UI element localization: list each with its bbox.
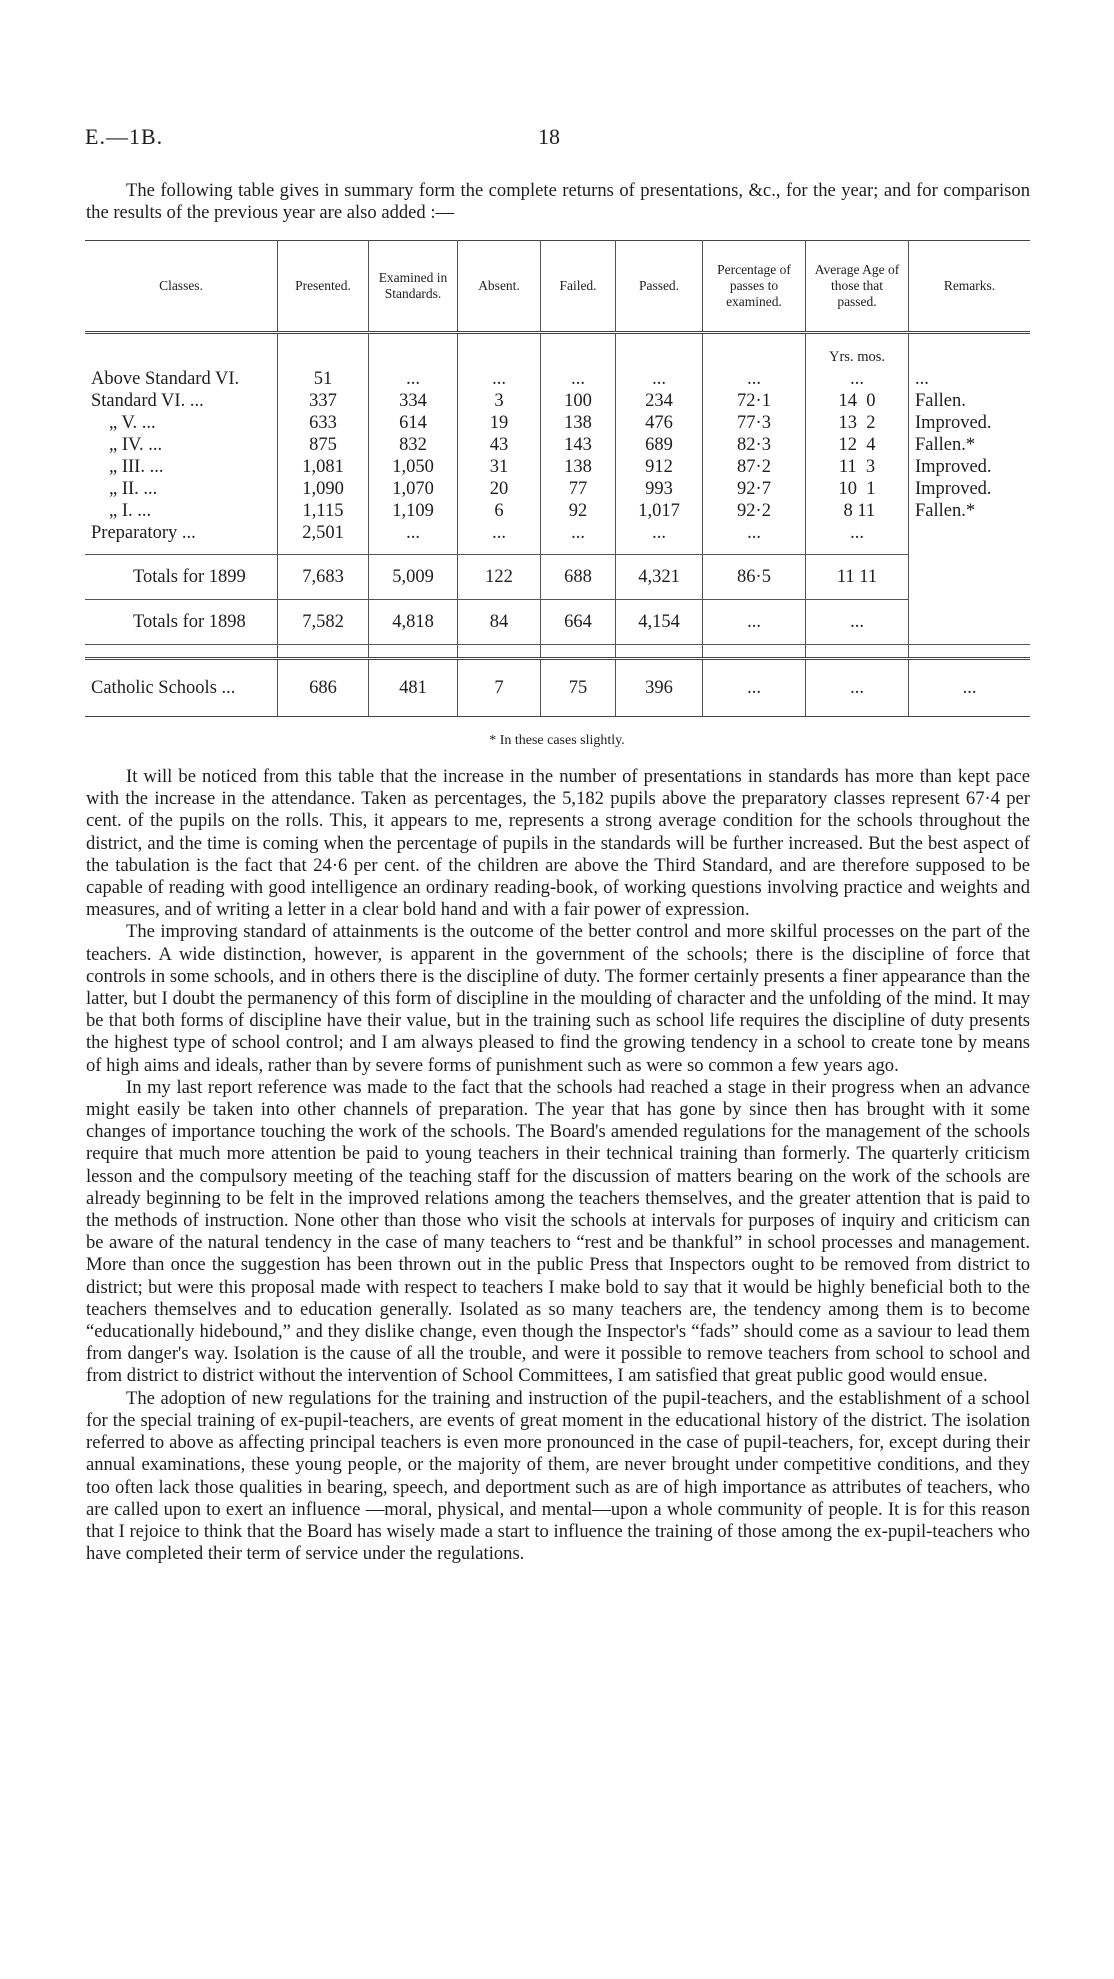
failed-value: 77 [541, 478, 616, 500]
passed-value: ... [616, 522, 703, 544]
totals-row-1899 [85, 555, 1030, 600]
table-row [85, 522, 1030, 544]
passed-value: 234 [616, 390, 703, 412]
presented-value: 1,090 [278, 478, 369, 500]
class-name: Standard VI. ... [85, 390, 278, 412]
units-row [85, 333, 1030, 369]
passed-value: 4,321 [616, 555, 703, 600]
totals-row-1898 [85, 600, 1030, 645]
examined-value: 1,109 [369, 500, 458, 522]
percentage-value: ... [703, 600, 806, 645]
paragraph: The adoption of new regulations for the training and instruction of the pupil-teachers, and the establishment of a school for the special training of ex-pupil-teachers, are events of great moment in the educational history of the district. The isolation referred to above as affecting principal teachers is even more pronounced in the case of pupil-teachers, for, except during their annual examinations, these young people, or the majority of them, are never brought under competitive conditions, and they too often lack those qualities in bearing, speech, and deportment such as are of high importance as attributes of teachers, who are called upon to exert an influence —moral, physical, and mental—upon a whole community of people. It is for this reason that I rejoice to think that the Board has wisely made a start to influence the training of those among the ex-pupil-teachers who have completed their term of service under the regulations. [86, 1387, 1030, 1565]
table-row [85, 500, 1030, 522]
examined-value: 334 [369, 390, 458, 412]
presented-value: 337 [278, 390, 369, 412]
header-presented: Presented. [278, 241, 369, 333]
examined-value: 481 [369, 659, 458, 717]
class-name: „ III. ... [85, 456, 278, 478]
absent-value: 43 [458, 434, 541, 456]
absent-value: 6 [458, 500, 541, 522]
header-remarks: Remarks. [909, 241, 1031, 333]
age-units: Yrs. mos. [806, 333, 909, 369]
failed-value: 92 [541, 500, 616, 522]
age-value: ... [806, 659, 909, 717]
examined-value: 614 [369, 412, 458, 434]
presented-value: 1,115 [278, 500, 369, 522]
header-classes: Classes. [85, 241, 278, 333]
presented-value: 7,582 [278, 600, 369, 645]
age-value: ... [806, 522, 909, 544]
class-name: Above Standard VI. [85, 368, 278, 390]
absent-value: 20 [458, 478, 541, 500]
absent-value: 31 [458, 456, 541, 478]
table-header-row [85, 241, 1030, 333]
paragraph: The improving standard of attainments is the outcome of the better control and more skilful processes on the part of the teachers. A wide distinction, however, is apparent in the government of the schools; there is the discipline of force that controls in some schools, and in others there is the discipline of duty. The former certainly presents a finer appearance than the latter, but I doubt the permanency of this form of discipline in the moulding of character and the unfolding of the mind. It may be that both forms of discipline have their value, but in the training such as school life requires the discipline of duty presents the highest type of school control; and I am always pleased to find the growing tendency in a school to create tone by means of high aims and ideals, rather than by severe forms of punishment such as were so common a few years ago. [86, 921, 1030, 1076]
document-reference: E.—1B. [85, 124, 164, 149]
table-row [85, 434, 1030, 456]
passed-value: 993 [616, 478, 703, 500]
absent-value: ... [458, 522, 541, 544]
table-intro: The following table gives in summary form the complete returns of presentations, &c., for the year; and for comparison the results of the previous year are also added :— [86, 180, 1030, 223]
paragraph: In my last report reference was made to the fact that the schools had reached a stage in their progress when an advance might easily be taken into other channels of preparation. The year that has gone by since then has brought with it some changes of importance touching the work of the schools. The Board's amended regulations for the management of the schools require that much more attention be paid to young teachers in their technical training than formerly. The quarterly criticism lesson and the compulsory meeting of the teaching staff for the discussion of matters bearing on the work of the schools are already beginning to be felt in the improved relations among the teachers themselves, and the greater attention that is paid to the methods of instruction. None other than those who visit the schools at intervals for purposes of inquiry and criticism can be aware of the natural tendency in the case of many teachers to “rest and be thankful” in school processes and management. More than once the suggestion has been thrown out in the public Press that Inspectors ought to be removed from district to district; but were this proposal made with respect to teachers I make bold to say that it would be highly beneficial both to the teachers themselves and to education generally. Isolated as so many teachers are, the tendency among them is to become “educationally hidebound,” and they dislike change, even though the Inspector's “fads” should come as a saviour to lead them from danger's way. Isolation is the cause of all the trouble, and were it possible to remove teachers from school to school and from district to district without the intervention of School Committees, I am satisfied that great public good would ensue. [86, 1076, 1030, 1387]
table-row [85, 412, 1030, 434]
percentage-value: 72·1 [703, 390, 806, 412]
table-row [85, 390, 1030, 412]
header-percentage: Percentage of passes to examined. [703, 241, 806, 333]
percentage-value: ... [703, 659, 806, 717]
age-value: 11 11 [806, 555, 909, 600]
table-row [85, 368, 1030, 390]
table-row [85, 456, 1030, 478]
percentage-value: ... [703, 522, 806, 544]
percentage-value: ... [703, 368, 806, 390]
totals-label: Totals for 1898 [85, 600, 278, 645]
age-value: 13 2 [806, 412, 909, 434]
table-footnote: * In these cases slightly. [489, 733, 625, 748]
failed-value: ... [541, 368, 616, 390]
examined-value: 1,050 [369, 456, 458, 478]
class-name: „ II. ... [85, 478, 278, 500]
returns-table [85, 240, 1030, 717]
age-value: 11 3 [806, 456, 909, 478]
passed-value: 476 [616, 412, 703, 434]
class-name: „ IV. ... [85, 434, 278, 456]
presented-value: 686 [278, 659, 369, 717]
absent-value: 19 [458, 412, 541, 434]
failed-value: 143 [541, 434, 616, 456]
class-name: Preparatory ... [85, 522, 278, 544]
class-name: „ V. ... [85, 412, 278, 434]
table-row [85, 478, 1030, 500]
class-name: Catholic Schools ... [85, 659, 278, 717]
report-body [86, 766, 1030, 1565]
percentage-value: 86·5 [703, 555, 806, 600]
examined-value: 1,070 [369, 478, 458, 500]
percentage-value: 92·2 [703, 500, 806, 522]
passed-value: 396 [616, 659, 703, 717]
failed-value: ... [541, 522, 616, 544]
age-value: 12 4 [806, 434, 909, 456]
absent-value: 3 [458, 390, 541, 412]
remarks-value: Improved. [915, 457, 992, 477]
age-value: 14 0 [806, 390, 909, 412]
examined-value: 832 [369, 434, 458, 456]
failed-value: 100 [541, 390, 616, 412]
remarks-value: Fallen.* [915, 435, 976, 455]
percentage-value: 92·7 [703, 478, 806, 500]
examined-value: ... [369, 522, 458, 544]
age-value: ... [806, 600, 909, 645]
remarks-value: Fallen.* [915, 501, 976, 521]
age-value: 10 1 [806, 478, 909, 500]
percentage-value: 87·2 [703, 456, 806, 478]
absent-value: ... [458, 368, 541, 390]
percentage-value: 77·3 [703, 412, 806, 434]
remarks-value [909, 522, 1031, 544]
failed-value: 75 [541, 659, 616, 717]
header-failed: Failed. [541, 241, 616, 333]
passed-value: ... [616, 368, 703, 390]
passed-value: 689 [616, 434, 703, 456]
remarks-value: ... [915, 369, 929, 389]
header-examined: Examined in Standards. [369, 241, 458, 333]
header-passed: Passed. [616, 241, 703, 333]
age-value: 8 11 [806, 500, 909, 522]
age-value: ... [806, 368, 909, 390]
absent-value: 7 [458, 659, 541, 717]
header-absent: Absent. [458, 241, 541, 333]
presented-value: 2,501 [278, 522, 369, 544]
passed-value: 912 [616, 456, 703, 478]
percentage-value: 82·3 [703, 434, 806, 456]
examined-value: 5,009 [369, 555, 458, 600]
catholic-schools-row [85, 659, 1030, 717]
totals-label: Totals for 1899 [85, 555, 278, 600]
remarks-value: Improved. [915, 413, 992, 433]
passed-value: 4,154 [616, 600, 703, 645]
absent-value: 84 [458, 600, 541, 645]
failed-value: 664 [541, 600, 616, 645]
presented-value: 875 [278, 434, 369, 456]
header-average-age: Average Age of those that passed. [806, 241, 909, 333]
presented-value: 633 [278, 412, 369, 434]
page-number: 18 [538, 124, 560, 149]
failed-value: 138 [541, 456, 616, 478]
failed-value: 138 [541, 412, 616, 434]
failed-value: 688 [541, 555, 616, 600]
presented-value: 1,081 [278, 456, 369, 478]
presented-value: 7,683 [278, 555, 369, 600]
examined-value: ... [369, 368, 458, 390]
absent-value: 122 [458, 555, 541, 600]
examined-value: 4,818 [369, 600, 458, 645]
paragraph: It will be noticed from this table that the increase in the number of presentations in standards has more than kept pace with the increase in the attendance. Taken as percentages, the 5,182 pupils above the preparatory classes represent 67·4 per cent. of the pupils on the rolls. This, it appears to me, represents a strong average condition for the schools throughout the district, and the time is coming when the percentage of pupils in the standards will be further increased. But the best aspect of the tabulation is the fact that 24·6 per cent. of the children are above the Third Standard, and are therefore supposed to be capable of reading with good intelligence an ordinary reading-book, of working questions involving practice and weights and measures, and of writing a letter in a clear bold hand and with a fair power of expression. [86, 766, 1030, 921]
class-name: „ I. ... [85, 500, 278, 522]
remarks-value: ... [909, 659, 1031, 717]
remarks-value: Improved. [915, 479, 992, 499]
passed-value: 1,017 [616, 500, 703, 522]
presented-value: 51 [278, 368, 369, 390]
remarks-value: Fallen. [915, 391, 966, 411]
